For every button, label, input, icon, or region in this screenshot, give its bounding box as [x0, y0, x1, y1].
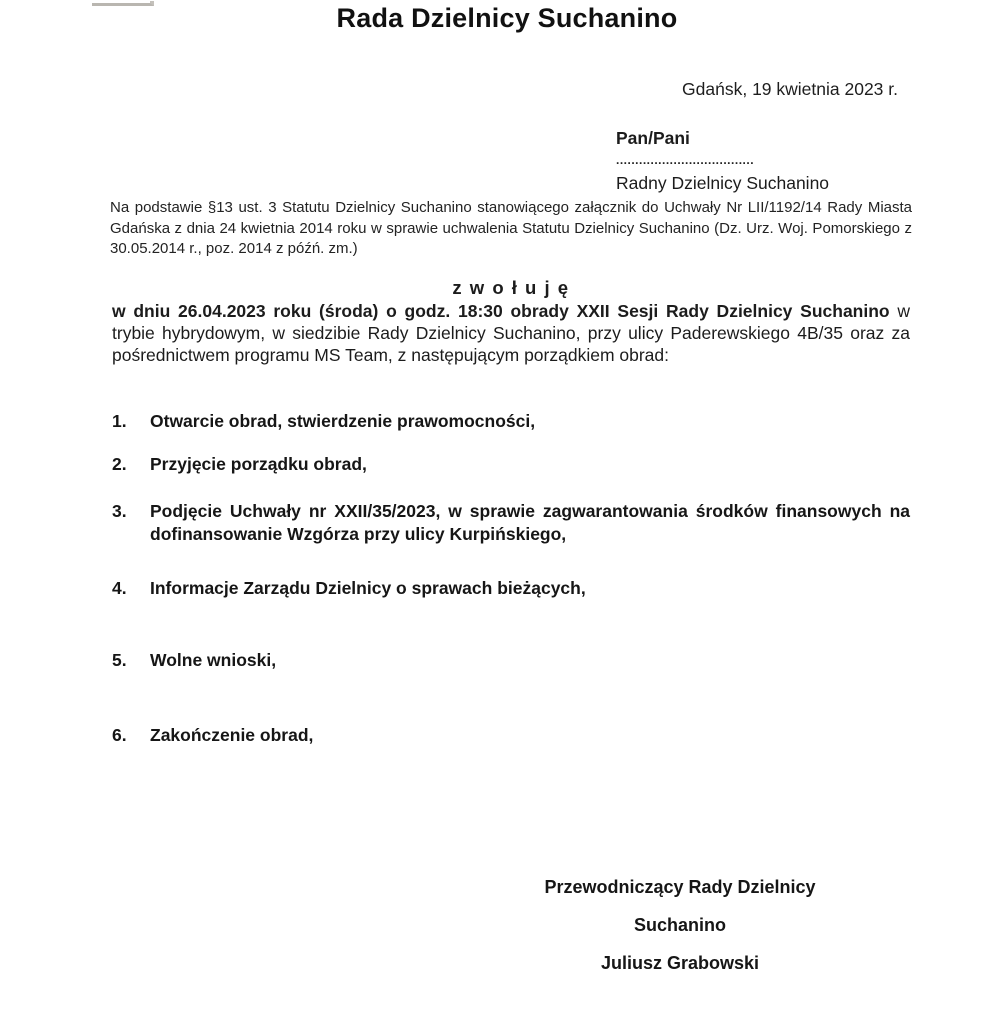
recipient-role: Radny Dzielnicy Suchanino [616, 173, 830, 193]
signer-title-district: Suchanino [633, 915, 726, 935]
agenda-item-text: Otwarcie obrad, stwierdzenie prawomocności, [150, 411, 536, 431]
place-and-date: Gdańsk, 19 kwietnia 2023 r. [682, 79, 898, 99]
recipient-block [616, 128, 936, 194]
recipient-name-dotted-line: .................................... [616, 153, 755, 167]
agenda-item-1 [112, 410, 910, 433]
legal-basis-paragraph: Na podstawie §13 ust. 3 Statutu Dzielnicy Suchanino stanowiącego załącznik do Uchwały Nr LII/1192/14 Rady Miasta Gdańska z dnia 24 kwietnia 2014 roku w sprawie uchwalenia Statutu Dzielnicy Suchanino (Dz. Urz. Woj. Pomorskiego z 30.05.2014 r., poz. 2014 z późń. zm.) [110, 199, 912, 257]
agenda-item-text: Zakończenie obrad, [150, 725, 314, 745]
convocation-details-bold: w dniu 26.04.2023 roku (środa) o godz. 18:30 obrady XXII Sesji Rady Dzielnicy Suchanino [112, 301, 890, 321]
recipient-salutation: Pan/Pani [616, 128, 690, 148]
agenda-item-3 [112, 500, 910, 546]
agenda-item-5 [112, 649, 910, 672]
agenda-item-number: 3. [112, 501, 127, 521]
agenda-item-number: 2. [112, 454, 127, 474]
signer-name: Juliusz Grabowski [600, 953, 760, 973]
agenda-item-6 [112, 724, 910, 747]
signature-block [430, 874, 930, 988]
agenda-item-text: Przyjęcie porządku obrad, [150, 454, 367, 474]
agenda-item-number: 1. [112, 411, 127, 431]
agenda-item-4 [112, 577, 910, 600]
agenda-item-number: 5. [112, 650, 127, 670]
convocation-details-paragraph [112, 301, 910, 366]
agenda-item-text: Informacje Zarządu Dzielnicy o sprawach bieżących, [150, 578, 586, 598]
agenda-item-2 [112, 453, 910, 476]
document-title: Rada Dzielnicy Suchanino [336, 3, 678, 33]
agenda-item-number: 6. [112, 725, 127, 745]
agenda-item-text: Podjęcie Uchwały nr XXII/35/2023, w sprawie zagwarantowania środków finansowych na dofinansowanie Wzgórza przy ulicy Kurpińskiego, [150, 501, 910, 544]
convocation-details-rest: w trybie hybrydowym, w siedzibie Rady Dzielnicy Suchanino, przy ulicy Paderewskiego 4B/35 oraz za pośrednictwem programu MS Team, z następującym porządkiem obrad: [112, 301, 911, 365]
agenda-list [112, 410, 910, 747]
agenda-item-text: Wolne wnioski, [150, 650, 277, 670]
agenda-item-number: 4. [112, 578, 127, 598]
signer-title: Przewodniczący Rady Dzielnicy [544, 877, 816, 897]
convocation-verb: z w o ł u j ę [452, 277, 570, 298]
